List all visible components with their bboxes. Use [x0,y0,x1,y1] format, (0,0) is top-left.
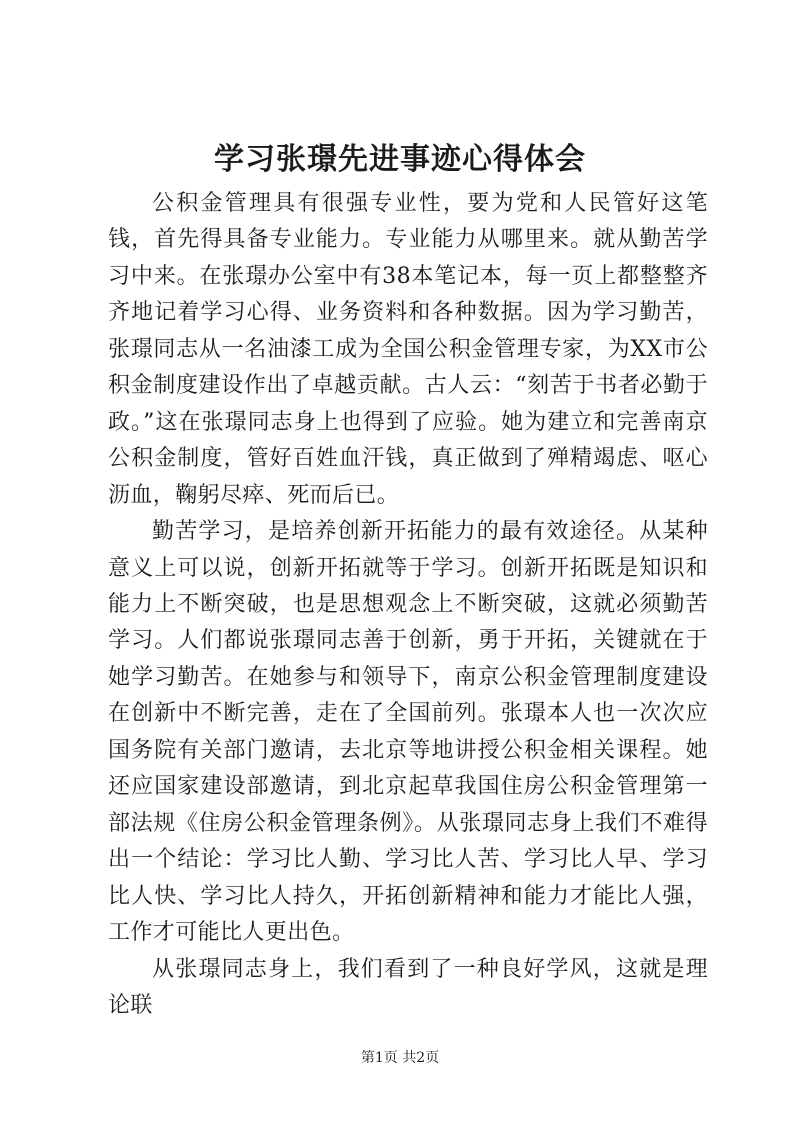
paragraph-3: 从张璟同志身上，我们看到了一种良好学风，这就是理论联 [108,956,708,1018]
document-body [108,186,708,1024]
paragraph-2: 勤苦学习，是培养创新开拓能力的最有效途径。从某种意义上可以说，创新开拓就等于学习。创新开拓既是知识和能力上不断突破，也是思想观念上不断突破，这就必须勤苦学习。人们都说张璟同志善于创新，勇于开拓，关键就在于她学习勤苦。在她参与和领导下，南京公积金管理制度建设在创新中不断完善，走在了全国前列。张璟本人也一次次应国务院有关部门邀请，去北京等地讲授公积金相关课程。她还应国家建设部邀请，到北京起草我国住房公积金管理第一部法规《住房公积金管理条例》。从张璟同志身上我们不难得出一个结论：学习比人勤、学习比人苦、学习比人早、学习比人快、学习比人持久，开拓创新精神和能力才能比人强，工作才可能比人更出色。 [108,519,708,946]
page-number-footer: 第1页 共2页 [360,1050,440,1066]
document-title: 学习张璟先进事迹心得体会 [214,142,586,177]
paragraph-1: 公积金管理具有很强专业性，要为党和人民管好这笔钱，首先得具备专业能力。专业能力从哪里来。就从勤苦学习中来。在张璟办公室中有38本笔记本，每一页上都整整齐齐地记着学习心得、业务资料和各种数据。因为学习勤苦，张璟同志从一名油漆工成为全国公积金管理专家，为XX市公积金制度建设作出了卓越贡献。古人云：“刻苦于书者必勤于政。”这在张璟同志身上也得到了应验。她为建立和完善南京公积金制度，管好百姓血汗钱，真正做到了殚精竭虑、呕心沥血，鞠躬尽瘁、死而后已。 [108,191,708,508]
